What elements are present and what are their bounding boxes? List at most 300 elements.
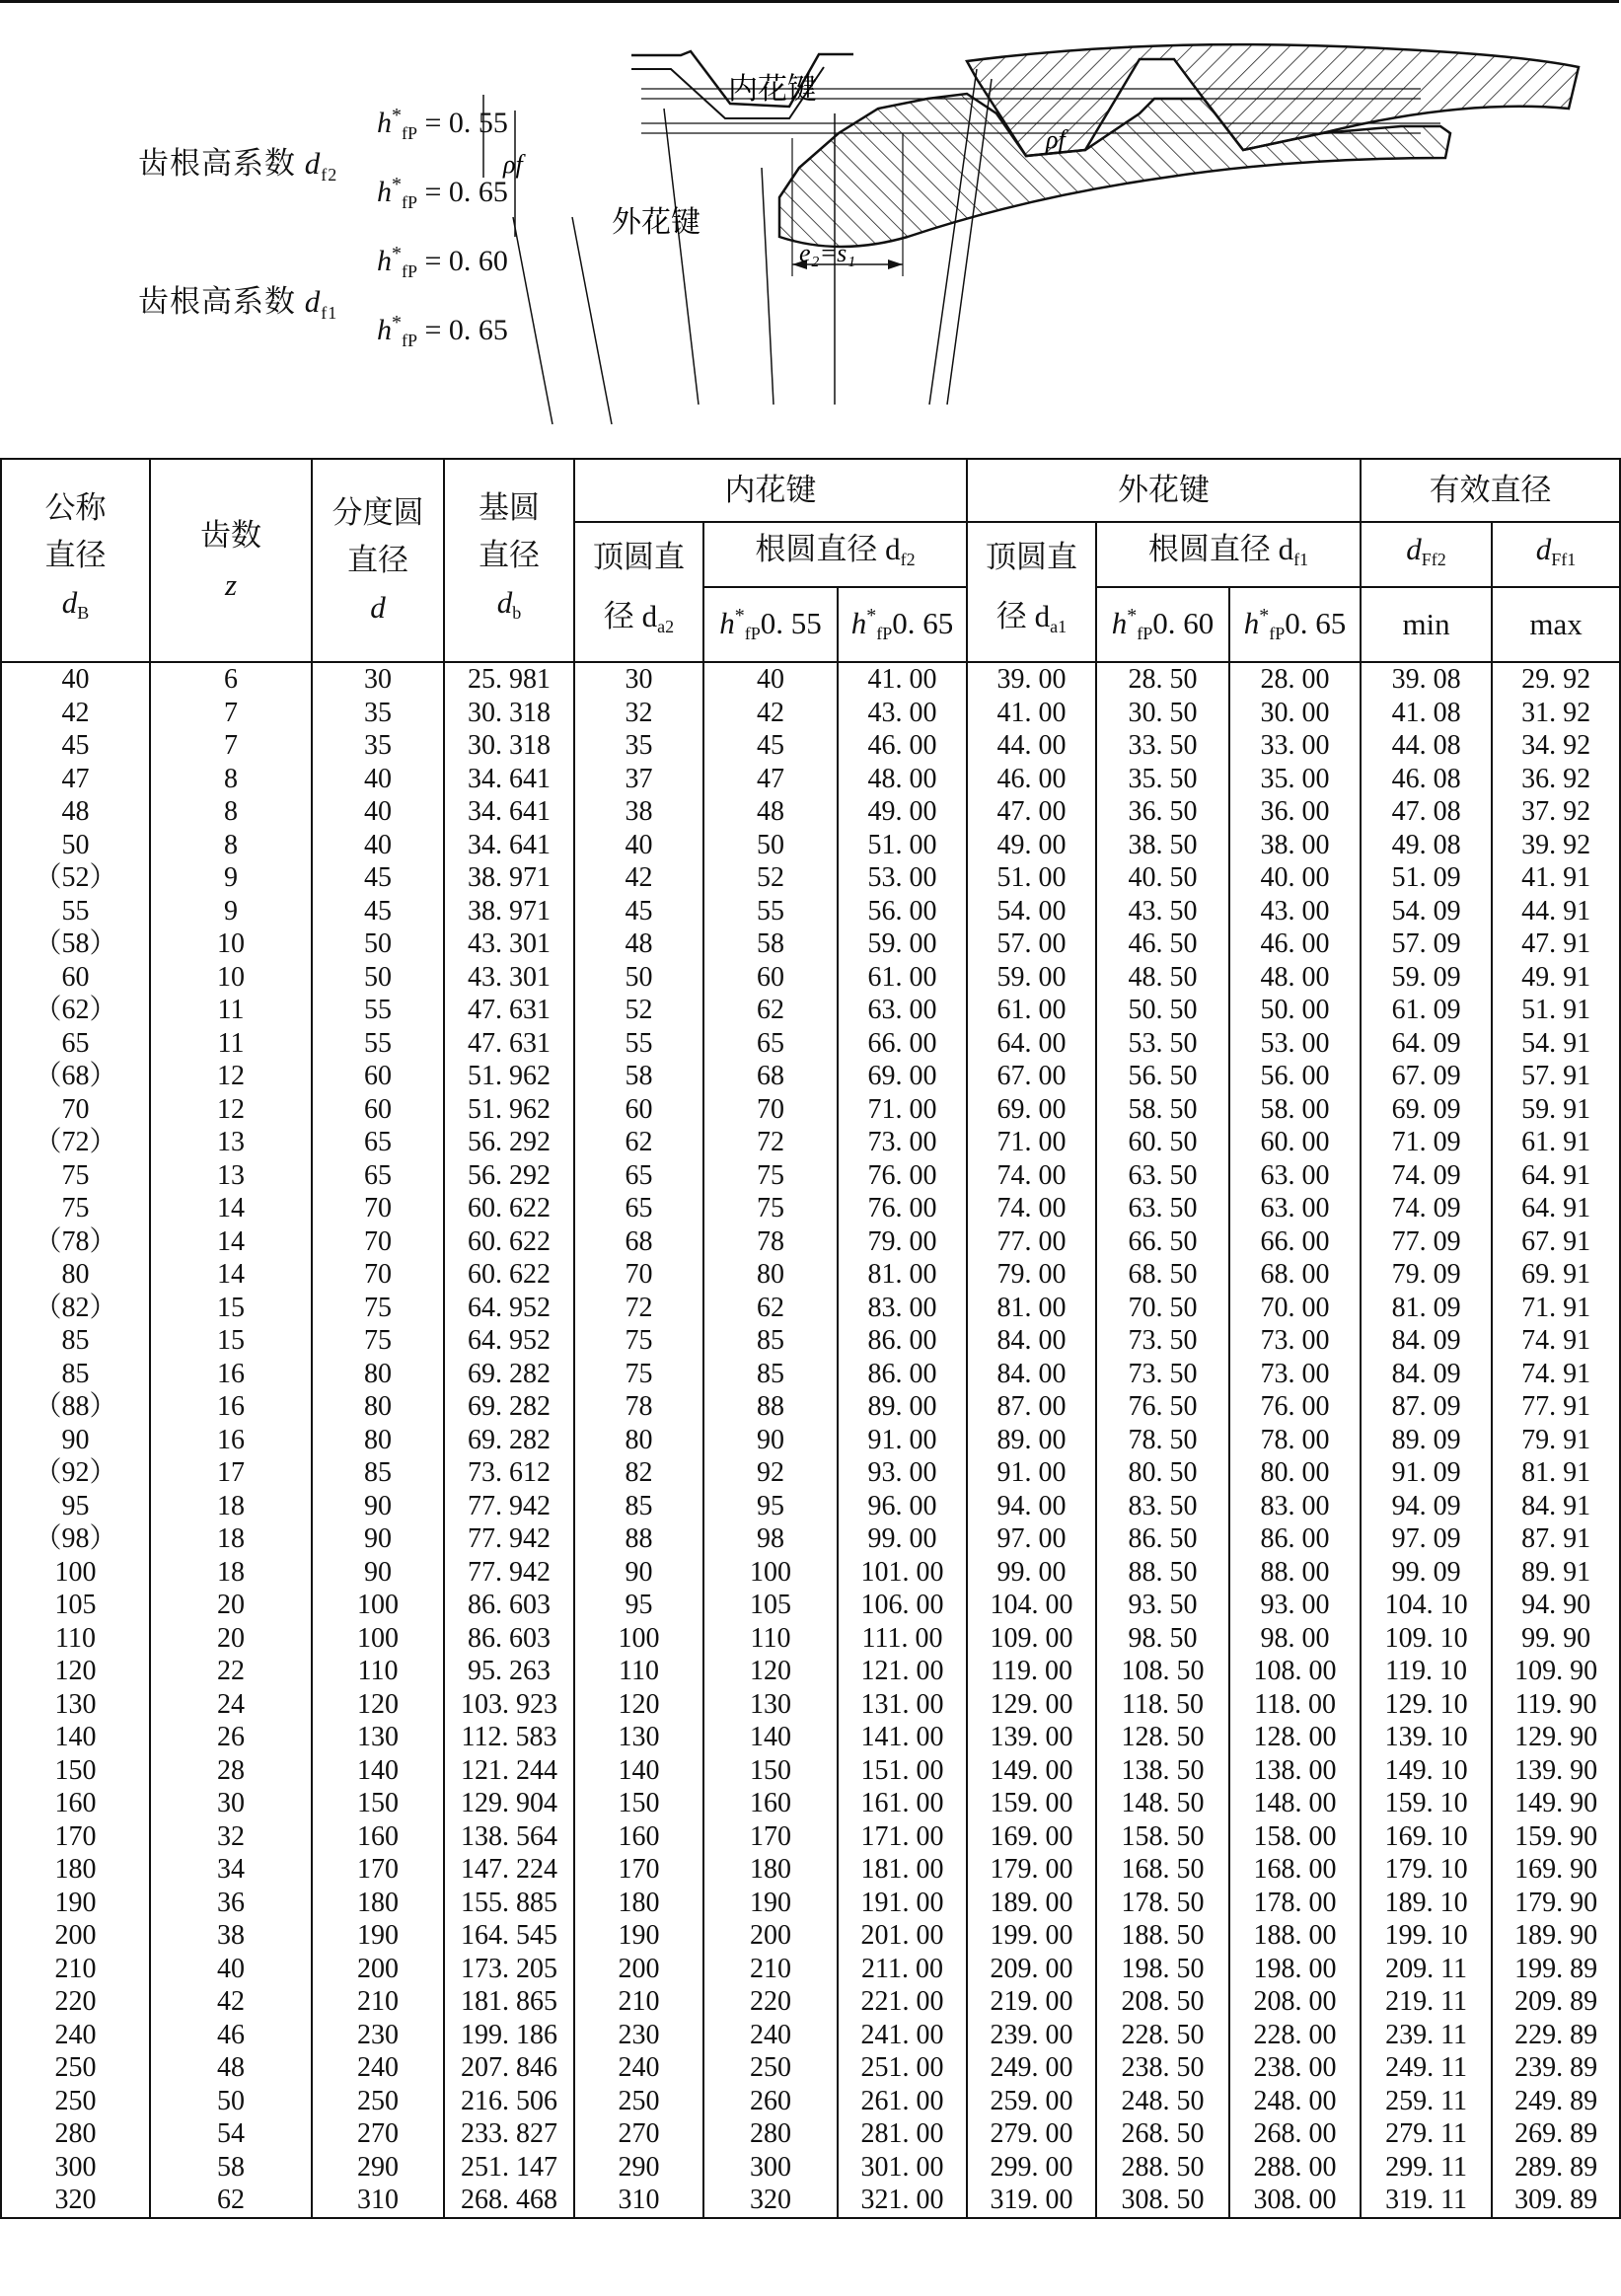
table-cell: 64. 91 [1492, 1192, 1620, 1225]
table-cell: 92 [703, 1456, 838, 1490]
table-cell: 51. 91 [1492, 994, 1620, 1027]
table-cell: 198. 00 [1229, 1953, 1361, 1986]
table-cell: 209. 00 [967, 1953, 1096, 1986]
table-cell: 129. 10 [1361, 1688, 1492, 1722]
table-cell: 130 [312, 1721, 444, 1754]
table-cell: 78 [574, 1390, 703, 1424]
table-cell: 80 [312, 1424, 444, 1457]
table-cell: 53. 50 [1096, 1027, 1229, 1061]
table-cell: 310 [574, 2184, 703, 2218]
table-cell: 60 [312, 1093, 444, 1127]
table-cell: 155. 885 [444, 1887, 574, 1920]
table-cell: 47. 00 [967, 795, 1096, 829]
table-cell: 159. 10 [1361, 1787, 1492, 1820]
table-cell: 29. 92 [1492, 662, 1620, 697]
table-cell: 32 [150, 1820, 312, 1854]
table-cell: 85 [1, 1324, 150, 1358]
table-cell: 53. 00 [838, 861, 967, 895]
table-cell: 131. 00 [838, 1688, 967, 1722]
table-cell: 181. 00 [838, 1853, 967, 1887]
table-cell: 74. 00 [967, 1192, 1096, 1225]
table-cell: 43. 00 [1229, 895, 1361, 928]
table-cell: 70. 00 [1229, 1292, 1361, 1325]
table-cell: 140 [312, 1754, 444, 1788]
rho-f-left-label: ρf [503, 150, 523, 179]
table-cell: 62 [574, 1126, 703, 1159]
table-row [1, 1126, 1620, 1159]
table-cell: 47. 631 [444, 1027, 574, 1061]
table-row [1, 861, 1620, 895]
spline-dimension-table [0, 458, 1621, 2219]
table-cell: 46. 00 [1229, 927, 1361, 961]
table-cell: 150 [312, 1787, 444, 1820]
table-cell: 180 [312, 1887, 444, 1920]
table-cell: 46. 08 [1361, 763, 1492, 796]
table-cell: 241. 00 [838, 2019, 967, 2052]
table-cell: 190 [703, 1887, 838, 1920]
table-cell: 77. 942 [444, 1556, 574, 1590]
header-tip-external: 顶圆直 径 da1 [967, 522, 1096, 662]
table-cell: 94. 00 [967, 1490, 1096, 1523]
table-cell: （78） [1, 1225, 150, 1259]
table-cell: 71. 00 [838, 1093, 967, 1127]
table-cell: 66. 00 [1229, 1225, 1361, 1259]
table-cell: 79. 00 [967, 1258, 1096, 1292]
header-teeth-count: 齿数 z [150, 459, 312, 662]
table-cell: 50. 00 [1229, 994, 1361, 1027]
table-cell: 110 [1, 1622, 150, 1656]
table-cell: 43. 301 [444, 961, 574, 995]
table-cell: 88. 00 [1229, 1556, 1361, 1590]
table-cell: 93. 00 [1229, 1589, 1361, 1622]
table-cell: 105 [1, 1589, 150, 1622]
table-cell: 60. 50 [1096, 1126, 1229, 1159]
table-row [1, 2184, 1620, 2218]
table-cell: 220 [703, 1985, 838, 2019]
table-cell: 41. 91 [1492, 861, 1620, 895]
table-row [1, 1292, 1620, 1325]
table-cell: 86. 603 [444, 1589, 574, 1622]
table-cell: 42 [150, 1985, 312, 2019]
table-cell: 80 [312, 1390, 444, 1424]
table-cell: 121. 244 [444, 1754, 574, 1788]
table-cell: 66. 50 [1096, 1225, 1229, 1259]
table-cell: 74. 09 [1361, 1159, 1492, 1193]
table-cell: 49. 08 [1361, 829, 1492, 862]
table-cell: 15 [150, 1292, 312, 1325]
table-cell: 170 [703, 1820, 838, 1854]
table-cell: 130 [703, 1688, 838, 1722]
table-cell: 48. 00 [838, 763, 967, 796]
table-cell: 34. 92 [1492, 729, 1620, 763]
table-cell: 75 [1, 1192, 150, 1225]
table-cell: 288. 00 [1229, 2151, 1361, 2185]
table-cell: 199. 00 [967, 1919, 1096, 1953]
table-cell: 129. 904 [444, 1787, 574, 1820]
table-cell: 69. 09 [1361, 1093, 1492, 1127]
table-cell: 104. 10 [1361, 1589, 1492, 1622]
table-cell: 151. 00 [838, 1754, 967, 1788]
table-cell: 100 [312, 1589, 444, 1622]
table-cell: 38. 971 [444, 861, 574, 895]
table-cell: 28. 50 [1096, 662, 1229, 697]
table-cell: 75 [1, 1159, 150, 1193]
table-cell: 60. 622 [444, 1225, 574, 1259]
table-cell: 40 [703, 662, 838, 697]
table-cell: 77. 942 [444, 1522, 574, 1556]
table-cell: 169. 00 [967, 1820, 1096, 1854]
table-cell: 14 [150, 1225, 312, 1259]
table-cell: 181. 865 [444, 1985, 574, 2019]
table-cell: 57. 09 [1361, 927, 1492, 961]
table-cell: 38 [150, 1919, 312, 1953]
table-cell: 228. 50 [1096, 2019, 1229, 2052]
table-cell: 25. 981 [444, 662, 574, 697]
table-cell: 64. 952 [444, 1324, 574, 1358]
table-cell: 59. 00 [967, 961, 1096, 995]
table-cell: 69. 00 [967, 1093, 1096, 1127]
table-cell: 120 [703, 1655, 838, 1688]
table-cell: 259. 00 [967, 2085, 1096, 2118]
table-cell: 36. 00 [1229, 795, 1361, 829]
table-cell: 71. 91 [1492, 1292, 1620, 1325]
table-cell: 248. 50 [1096, 2085, 1229, 2118]
table-cell: 98 [703, 1522, 838, 1556]
table-cell: 13 [150, 1159, 312, 1193]
table-cell: 91. 00 [967, 1456, 1096, 1490]
table-cell: 290 [312, 2151, 444, 2185]
table-cell: 100 [1, 1556, 150, 1590]
table-cell: 159. 00 [967, 1787, 1096, 1820]
table-cell: 96. 00 [838, 1490, 967, 1523]
table-cell: 52 [574, 994, 703, 1027]
table-cell: 189. 10 [1361, 1887, 1492, 1920]
table-cell: 50 [312, 927, 444, 961]
table-cell: 35 [574, 729, 703, 763]
table-cell: 58. 00 [1229, 1093, 1361, 1127]
table-cell: 65 [574, 1159, 703, 1193]
table-cell: 73. 612 [444, 1456, 574, 1490]
table-cell: 9 [150, 861, 312, 895]
table-cell: 159. 90 [1492, 1820, 1620, 1854]
df1-coefficient-label: 齿根高系数 $d_{f1}$ [138, 284, 338, 324]
table-cell: 233. 827 [444, 2117, 574, 2151]
table-cell: 39. 92 [1492, 829, 1620, 862]
table-cell: 105 [703, 1589, 838, 1622]
table-cell: 37. 92 [1492, 795, 1620, 829]
table-cell: 280 [1, 2117, 150, 2151]
table-cell: 149. 10 [1361, 1754, 1492, 1788]
table-cell: 79. 00 [838, 1225, 967, 1259]
table-cell: 158. 00 [1229, 1820, 1361, 1854]
table-cell: 44. 00 [967, 729, 1096, 763]
table-row [1, 1820, 1620, 1854]
table-cell: 310 [312, 2184, 444, 2218]
table-cell: 47 [703, 763, 838, 796]
table-cell: 55 [574, 1027, 703, 1061]
table-cell: 118. 00 [1229, 1688, 1361, 1722]
table-cell: 75 [703, 1192, 838, 1225]
table-cell: 80 [1, 1258, 150, 1292]
table-cell: 64. 952 [444, 1292, 574, 1325]
table-cell: 240 [703, 2019, 838, 2052]
table-cell: 268. 468 [444, 2184, 574, 2218]
table-cell: 169. 90 [1492, 1853, 1620, 1887]
table-cell: 45 [312, 861, 444, 895]
table-cell: 30 [312, 662, 444, 697]
table-cell: 250 [703, 2051, 838, 2085]
table-cell: 48. 00 [1229, 961, 1361, 995]
table-cell: 30. 00 [1229, 697, 1361, 730]
table-cell: 43. 50 [1096, 895, 1229, 928]
table-cell: 249. 89 [1492, 2085, 1620, 2118]
table-cell: 71. 00 [967, 1126, 1096, 1159]
header-effective-diameter: 有效直径 [1361, 459, 1620, 522]
table-cell: 84. 00 [967, 1358, 1096, 1391]
table-cell: 220 [1, 1985, 150, 2019]
table-cell: 51. 09 [1361, 861, 1492, 895]
table-cell: 74. 00 [967, 1159, 1096, 1193]
table-cell: 179. 00 [967, 1853, 1096, 1887]
table-cell: 80. 00 [1229, 1456, 1361, 1490]
table-cell: 100 [574, 1622, 703, 1656]
table-cell: 28. 00 [1229, 662, 1361, 697]
table-cell: 88 [574, 1522, 703, 1556]
table-cell: 308. 00 [1229, 2184, 1361, 2218]
table-cell: 86. 00 [838, 1324, 967, 1358]
table-cell: 210 [703, 1953, 838, 1986]
table-row [1, 927, 1620, 961]
table-cell: 74. 91 [1492, 1358, 1620, 1391]
table-cell: 40 [312, 795, 444, 829]
table-cell: 11 [150, 994, 312, 1027]
table-cell: 54. 09 [1361, 895, 1492, 928]
table-cell: 140 [1, 1721, 150, 1754]
table-cell: 210 [1, 1953, 150, 1986]
table-cell: 64. 91 [1492, 1159, 1620, 1193]
table-cell: 147. 224 [444, 1853, 574, 1887]
table-cell: 97. 09 [1361, 1522, 1492, 1556]
table-cell: 63. 00 [838, 994, 967, 1027]
table-cell: 79. 91 [1492, 1424, 1620, 1457]
table-cell: 18 [150, 1490, 312, 1523]
table-cell: 148. 50 [1096, 1787, 1229, 1820]
table-cell: 40 [1, 662, 150, 697]
table-cell: 300 [703, 2151, 838, 2185]
table-cell: 56. 00 [1229, 1060, 1361, 1093]
table-cell: 7 [150, 697, 312, 730]
table-cell: 58 [574, 1060, 703, 1093]
table-cell: 12 [150, 1060, 312, 1093]
table-cell: 60 [312, 1060, 444, 1093]
table-row [1, 697, 1620, 730]
table-cell: 56. 50 [1096, 1060, 1229, 1093]
table-cell: 148. 00 [1229, 1787, 1361, 1820]
table-cell: 24 [150, 1688, 312, 1722]
table-cell: 60. 00 [1229, 1126, 1361, 1159]
table-cell: 270 [312, 2117, 444, 2151]
table-cell: 40 [574, 829, 703, 862]
table-cell: 69. 282 [444, 1358, 574, 1391]
table-cell: 270 [574, 2117, 703, 2151]
table-cell: 91. 09 [1361, 1456, 1492, 1490]
table-cell: 268. 00 [1229, 2117, 1361, 2151]
e2-s1-label: e₂=s₁ [799, 239, 856, 267]
table-cell: 239. 00 [967, 2019, 1096, 2052]
table-cell: 108. 00 [1229, 1655, 1361, 1688]
table-cell: 51. 962 [444, 1093, 574, 1127]
table-cell: 38. 50 [1096, 829, 1229, 862]
table-cell: 201. 00 [838, 1919, 967, 1953]
table-cell: 63. 50 [1096, 1159, 1229, 1193]
table-cell: 119. 90 [1492, 1688, 1620, 1722]
table-cell: 261. 00 [838, 2085, 967, 2118]
table-cell: 99. 09 [1361, 1556, 1492, 1590]
table-cell: 14 [150, 1192, 312, 1225]
table-cell: 300 [1, 2151, 150, 2185]
table-row [1, 1985, 1620, 2019]
table-cell: 40 [312, 829, 444, 862]
table-cell: 77. 00 [967, 1225, 1096, 1259]
table-cell: 64. 09 [1361, 1027, 1492, 1061]
table-cell: 190 [312, 1919, 444, 1953]
table-row [1, 1159, 1620, 1193]
table-cell: 308. 50 [1096, 2184, 1229, 2218]
table-body [1, 662, 1620, 2218]
table-cell: 73. 00 [1229, 1324, 1361, 1358]
table-cell: 49. 91 [1492, 961, 1620, 995]
table-cell: 250 [574, 2085, 703, 2118]
rho-f-right-label: ρf [1046, 125, 1066, 154]
table-cell: 61. 00 [838, 961, 967, 995]
table-cell: 110 [703, 1622, 838, 1656]
table-cell: 37 [574, 763, 703, 796]
table-cell: 200 [1, 1919, 150, 1953]
table-cell: 228. 00 [1229, 2019, 1361, 2052]
table-cell: 208. 50 [1096, 1985, 1229, 2019]
table-cell: 44. 08 [1361, 729, 1492, 763]
table-cell: 103. 923 [444, 1688, 574, 1722]
table-cell: 57. 91 [1492, 1060, 1620, 1093]
header-external-spline: 外花键 [967, 459, 1361, 522]
table-cell: 99. 90 [1492, 1622, 1620, 1656]
table-cell: 198. 50 [1096, 1953, 1229, 1986]
table-row [1, 1688, 1620, 1722]
table-cell: 150 [703, 1754, 838, 1788]
table-cell: 85 [574, 1490, 703, 1523]
table-cell: 140 [574, 1754, 703, 1788]
table-cell: 76. 50 [1096, 1390, 1229, 1424]
table-cell: 129. 90 [1492, 1721, 1620, 1754]
table-cell: 41. 08 [1361, 697, 1492, 730]
table-row [1, 1622, 1620, 1656]
table-cell: 173. 205 [444, 1953, 574, 1986]
external-spline-label: 外花键 [612, 206, 700, 239]
table-cell: （58） [1, 927, 150, 961]
table-cell: 55 [703, 895, 838, 928]
table-cell: 70. 50 [1096, 1292, 1229, 1325]
table-cell: 62 [703, 994, 838, 1027]
header-h-055: h*fP0. 55 [703, 587, 838, 662]
table-cell: 75 [574, 1358, 703, 1391]
table-cell: 160 [1, 1787, 150, 1820]
table-cell: 36. 50 [1096, 795, 1229, 829]
table-cell: 70 [574, 1258, 703, 1292]
table-cell: 81. 00 [967, 1292, 1096, 1325]
table-cell: （82） [1, 1292, 150, 1325]
table-cell: 65 [1, 1027, 150, 1061]
table-cell: 68 [574, 1225, 703, 1259]
header-min: min [1361, 587, 1492, 662]
table-cell: 82 [574, 1456, 703, 1490]
table-cell: 59. 91 [1492, 1093, 1620, 1127]
table-cell: 59. 00 [838, 927, 967, 961]
table-cell: 36 [150, 1887, 312, 1920]
table-cell: 179. 90 [1492, 1887, 1620, 1920]
table-cell: 179. 10 [1361, 1853, 1492, 1887]
table-cell: 150 [1, 1754, 150, 1788]
table-cell: 180 [574, 1887, 703, 1920]
table-cell: 101. 00 [838, 1556, 967, 1590]
table-row [1, 1953, 1620, 1986]
table-cell: 229. 89 [1492, 2019, 1620, 2052]
table-cell: 251. 00 [838, 2051, 967, 2085]
table-cell: 170 [312, 1853, 444, 1887]
table-cell: 8 [150, 829, 312, 862]
table-cell: 299. 11 [1361, 2151, 1492, 2185]
table-cell: 61. 00 [967, 994, 1096, 1027]
table-cell: 78. 50 [1096, 1424, 1229, 1457]
table-cell: 69. 282 [444, 1390, 574, 1424]
table-cell: 67. 00 [967, 1060, 1096, 1093]
table-row [1, 2051, 1620, 2085]
table-cell: 64. 00 [967, 1027, 1096, 1061]
table-cell: 61. 09 [1361, 994, 1492, 1027]
table-cell: 70 [1, 1093, 150, 1127]
table-cell: 35. 50 [1096, 763, 1229, 796]
table-cell: 160 [312, 1820, 444, 1854]
table-cell: 80 [703, 1258, 838, 1292]
table-cell: 269. 89 [1492, 2117, 1620, 2151]
table-cell: 68. 50 [1096, 1258, 1229, 1292]
header-base-diameter: 基圆 直径 db [444, 459, 574, 662]
table-cell: 47. 91 [1492, 927, 1620, 961]
table-cell: 210 [574, 1985, 703, 2019]
table-cell: 97. 00 [967, 1522, 1096, 1556]
table-cell: 141. 00 [838, 1721, 967, 1754]
table-cell: 84. 09 [1361, 1358, 1492, 1391]
df2-dim-line [664, 109, 699, 405]
table-cell: 88. 50 [1096, 1556, 1229, 1590]
table-cell: 99. 00 [838, 1522, 967, 1556]
table-cell: 120 [1, 1655, 150, 1688]
table-cell: 30. 50 [1096, 697, 1229, 730]
table-cell: 34. 641 [444, 829, 574, 862]
header-root-external: 根圆直径 df1 [1096, 522, 1361, 587]
table-cell: 248. 00 [1229, 2085, 1361, 2118]
table-cell: 54. 91 [1492, 1027, 1620, 1061]
header-dff1: dFf1 [1492, 522, 1620, 587]
table-cell: 69. 282 [444, 1424, 574, 1457]
table-cell: 60 [1, 961, 150, 995]
table-cell: 17 [150, 1456, 312, 1490]
table-cell: 45 [312, 895, 444, 928]
table-cell: 46. 50 [1096, 927, 1229, 961]
table-cell: 55 [312, 994, 444, 1027]
table-cell: 16 [150, 1358, 312, 1391]
table-cell: 15 [150, 1324, 312, 1358]
table-cell: 11 [150, 1027, 312, 1061]
